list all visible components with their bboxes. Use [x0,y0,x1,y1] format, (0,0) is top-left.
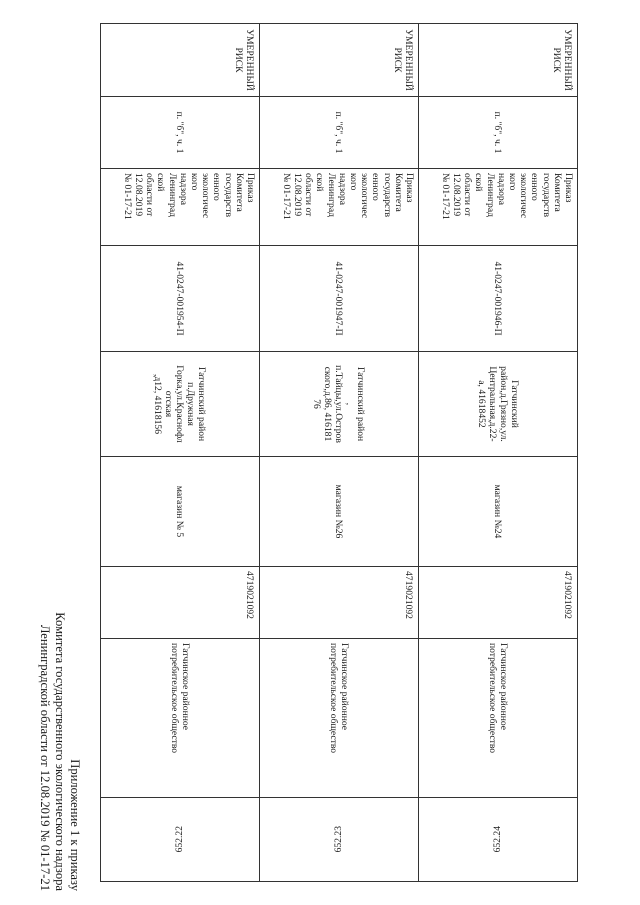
order-reference-cell [419,169,578,246]
order-line: государств [540,173,552,217]
address-line: отская [163,390,175,418]
order-line: ской [314,173,326,192]
order-line: ской [155,173,167,192]
table-row [101,24,260,882]
row-number: 652.22 [174,826,186,853]
header-line-3: Ленинградской области от 12.08.2019 № 01-17-21 [38,624,52,891]
order-line: Комитета [233,173,245,212]
address-line: Гатчинский район [355,366,367,442]
order-line: экологичес [518,173,530,219]
order-line: государств [381,173,393,217]
order-line: енного [211,173,223,201]
address-line: п.Тайцы,ул.Остров [333,365,345,443]
order-line: № 01-17-21 [121,173,133,220]
order-line: Комитета [551,173,563,212]
address-line: район,д.Грязно,ул. [498,366,509,442]
object-name-cell: магазин №26 [260,457,419,567]
document-header [18,0,85,905]
object-code-cell: 41-0247-001946-П [419,246,578,352]
address-line: Гатчинский район [196,366,208,442]
order-line: кого [188,173,200,191]
order-line: надзора [336,173,348,205]
header-line-1: Приложение 1 к приказу [68,759,82,891]
order-line: Ленинград [484,173,496,217]
order-line: кого [506,173,518,191]
order-line: № 01-17-21 [280,173,292,220]
organization-cell: Гатчинское районное потребительское общество [260,639,419,798]
order-reference-cell [260,169,419,246]
order-line: экологичес [359,173,371,219]
table-row [419,24,578,882]
object-code-cell: 41-0247-001954-П [101,246,260,352]
row-number-cell [419,798,578,882]
header-line-2: Комитета государственного экологического надзора [53,612,67,891]
order-line: области от [303,173,315,217]
address-cell [260,352,419,457]
organization-cell: Гатчинское районное потребительское общество [419,639,578,798]
organization-cell: Гатчинское районное потребительское общество [101,639,260,798]
object-name-cell: магазин № 5 [101,457,260,567]
registry-table [100,23,578,881]
order-line: Комитета [392,173,404,212]
order-line: государств [222,173,234,217]
order-line: Ленинград [325,173,337,217]
order-line: области от [462,173,474,217]
order-reference-cell [101,169,260,246]
row-number: 652.23 [333,826,345,853]
object-code-cell: 41-0247-001947-П [260,246,419,352]
inn-cell: 4719021092 [101,567,260,639]
address-line: п.Дружная [185,382,197,426]
address-line: Гатчинский [509,380,520,428]
object-name-cell: магазин №24 [419,457,578,567]
clause-cell: п. "б", ч. 1 [101,97,260,169]
order-line: экологичес [200,173,212,219]
address-line: а, 41618452 [476,380,487,428]
order-line: 12.08.2019 [132,173,144,217]
row-number-cell [260,798,419,882]
order-line: Приказ [404,173,415,203]
address-cell [101,352,260,457]
order-line: 12.08.2019 [291,173,303,217]
order-line: Приказ [563,173,574,203]
inn-cell: 4719021092 [260,567,419,639]
order-line: надзора [177,173,189,205]
order-line: Ленинград [166,173,178,217]
address-line: ского,д.86, 416181 [322,366,334,442]
risk-level-cell: УМЕРЕННЫЙ РИСК [419,24,578,97]
order-line: надзора [495,173,507,205]
address-line: , [344,402,356,406]
order-line: енного [370,173,382,201]
order-line: кого [347,173,359,191]
table-row [260,24,419,882]
order-line: Приказ [245,173,256,203]
address-line: Горка,ул.Краснофл [174,365,186,443]
clause-cell: п. "б", ч. 1 [419,97,578,169]
address-line: 76 [311,399,323,409]
order-line: области от [144,173,156,217]
order-line: енного [529,173,541,201]
order-line: ской [473,173,485,192]
order-line: № 01-17-21 [439,173,451,220]
row-number: 652.24 [492,826,504,853]
address-line: Центральная,д.22- [487,366,498,442]
row-number-cell [101,798,260,882]
risk-level-cell: УМЕРЕННЫЙ РИСК [260,24,419,97]
inn-cell: 4719021092 [419,567,578,639]
risk-level-cell: УМЕРЕННЫЙ РИСК [101,24,260,97]
address-cell [419,352,578,457]
order-line: 12.08.2019 [450,173,462,217]
clause-cell: п. "б", ч. 1 [260,97,419,169]
address-line: ,д12, 41618156 [152,373,164,435]
